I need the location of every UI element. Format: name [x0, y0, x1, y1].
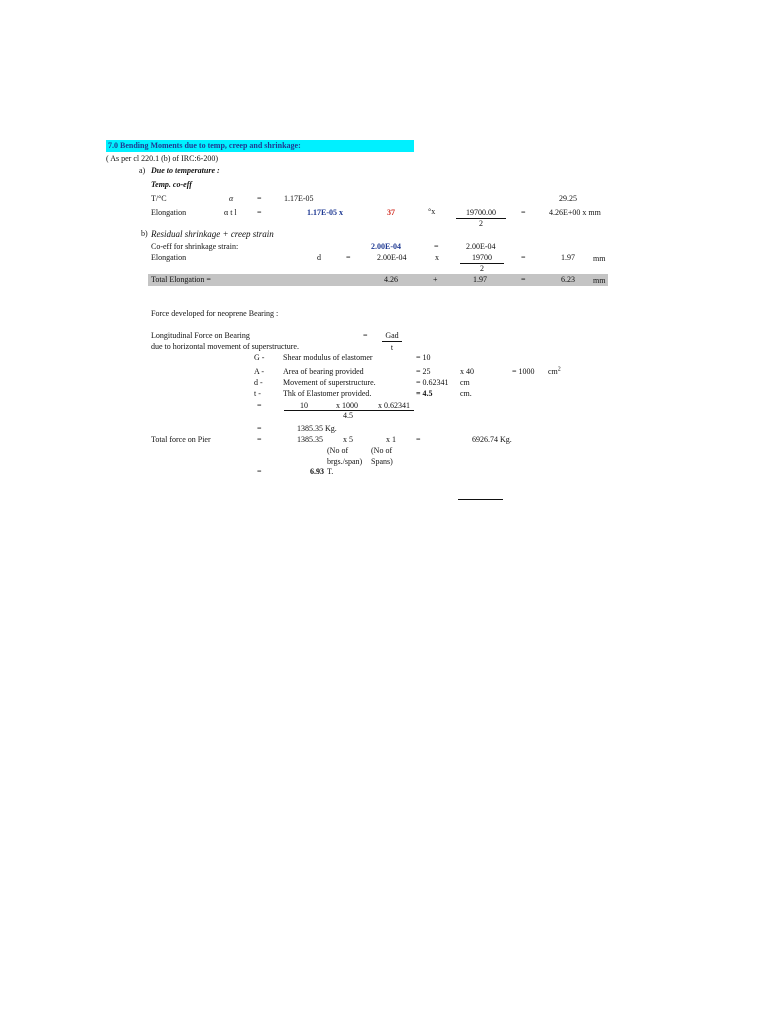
- param-desc-a: Area of bearing provided: [283, 367, 364, 376]
- temp-tc-label: T/°C: [151, 194, 167, 203]
- pier-x1: x 1: [386, 435, 396, 444]
- alpha-value: 1.17E-05: [284, 194, 314, 203]
- calc-result: 1385.35 Kg.: [297, 424, 337, 433]
- temp-length-num: 19700.00: [466, 208, 496, 217]
- shrink-coeff-value2: 2.00E-04: [466, 242, 496, 251]
- bearing-frac-num: Gad: [385, 331, 399, 340]
- bearing-long-force: Longitudinal Force on Bearing: [151, 331, 250, 340]
- shrink-len-num: 19700: [472, 253, 492, 262]
- shrink-d-symbol: d: [317, 253, 321, 262]
- temp-elongation-label: Elongation: [151, 208, 187, 217]
- temp-eq-3: =: [521, 208, 526, 217]
- pier-x5: x 5: [343, 435, 353, 444]
- param-symbol-g: G -: [254, 353, 265, 362]
- calc-eq: =: [257, 401, 262, 410]
- temp-result: 4.26E+00 x mm: [549, 208, 601, 217]
- shrink-x: x: [435, 253, 439, 262]
- param-symbol-a: A -: [254, 367, 264, 376]
- pier-result-t-value: 6.93: [310, 467, 324, 476]
- total-plus: +: [433, 275, 438, 284]
- pier-force: 1385.35: [297, 435, 323, 444]
- param-x-d: cm: [460, 378, 470, 387]
- temp-subheading: Temp. co-eff: [151, 180, 192, 189]
- param-symbol-t: t -: [254, 389, 261, 398]
- param-val-a: = 25: [416, 367, 431, 376]
- bottom-divider: [458, 499, 503, 500]
- param-desc-g: Shear modulus of elastomer: [283, 353, 373, 362]
- pier-eq-3: =: [257, 467, 262, 476]
- param-val-d: = 0.62341: [416, 378, 449, 387]
- shrink-strain: 2.00E-04: [377, 253, 407, 262]
- shrink-eq-3: =: [521, 253, 526, 262]
- temp-eq-1: =: [257, 194, 262, 203]
- calc-c: x 0.62341: [378, 401, 410, 410]
- param-res-a: = 1000: [512, 367, 535, 376]
- total-eq: =: [521, 275, 526, 284]
- total-sum: 6.23: [561, 275, 575, 284]
- bearing-eq: =: [363, 331, 368, 340]
- calc-den: 4.5: [343, 411, 353, 420]
- shrink-unit: mm: [593, 254, 606, 263]
- shrink-label: b): [141, 229, 148, 238]
- param-desc-d: Movement of superstructure.: [283, 378, 376, 387]
- total-row-highlight: [148, 274, 608, 286]
- section-title: 7.0 Bending Moments due to temp, creep and shrinkage:: [108, 141, 301, 150]
- param-desc-t: Thk of Elastomer provided.: [283, 389, 372, 398]
- param-val-g: = 10: [416, 353, 431, 362]
- temp-heading: Due to temperature :: [151, 166, 220, 175]
- pier-note-1b: brgs./span): [327, 457, 363, 466]
- pier-note-2a: (No of: [371, 446, 393, 455]
- shrink-len-den: 2: [480, 264, 484, 273]
- pier-result-kg: 6926.74 Kg.: [472, 435, 512, 444]
- param-val-t: = 4.5: [416, 389, 433, 398]
- calc-eq-2: =: [257, 424, 262, 433]
- param-x-t: cm.: [460, 389, 472, 398]
- shrink-eq-2: =: [346, 253, 351, 262]
- param-unit-a: $cm^2$: [548, 366, 561, 376]
- shrink-eq-1: =: [434, 242, 439, 251]
- param-x-a: x 40: [460, 367, 474, 376]
- temp-length-den: 2: [479, 219, 483, 228]
- pier-eq-2: =: [416, 435, 421, 444]
- alpha-symbol: α: [229, 194, 234, 203]
- total-label: Total Elongation =: [151, 275, 211, 284]
- temp-right-value: 29.25: [559, 194, 577, 203]
- bearing-fraction-line: [382, 341, 402, 342]
- temp-value: 37: [387, 208, 395, 217]
- total-b: 1.97: [473, 275, 487, 284]
- bearing-frac-den: t: [390, 343, 394, 352]
- bearing-long-force-2: due to horizontal movement of superstructure.: [151, 342, 299, 351]
- pier-note-2b: Spans): [371, 457, 393, 466]
- bearing-intro: Force developed for neoprene Bearing :: [151, 309, 279, 318]
- shrink-result: 1.97: [561, 253, 575, 262]
- temp-deg-x: °x: [428, 207, 436, 216]
- temp-label: a): [139, 166, 146, 175]
- shrink-elongation-label: Elongation: [151, 253, 187, 262]
- param-symbol-d: d -: [254, 378, 263, 387]
- section-reference: ( As per cl 220.1 (b) of IRC:6-200): [106, 154, 218, 163]
- temp-formula: α t l: [224, 208, 237, 217]
- total-a: 4.26: [384, 275, 398, 284]
- pier-result-t-unit: T.: [327, 467, 334, 476]
- pier-note-1a: (No of: [327, 446, 349, 455]
- total-unit: mm: [593, 276, 606, 285]
- temp-elong-coeff: 1.17E-05 x: [307, 208, 343, 217]
- calc-b: x 1000: [336, 401, 358, 410]
- shrink-coeff-label: Co-eff for shrinkage strain:: [151, 242, 239, 251]
- shrink-coeff-value: 2.00E-04: [371, 242, 401, 251]
- calc-a: 10: [300, 401, 308, 410]
- temp-eq-2: =: [257, 208, 262, 217]
- pier-eq: =: [257, 435, 262, 444]
- pier-label: Total force on Pier: [151, 435, 211, 444]
- shrink-heading: Residual shrinkage + creep strain: [151, 229, 274, 239]
